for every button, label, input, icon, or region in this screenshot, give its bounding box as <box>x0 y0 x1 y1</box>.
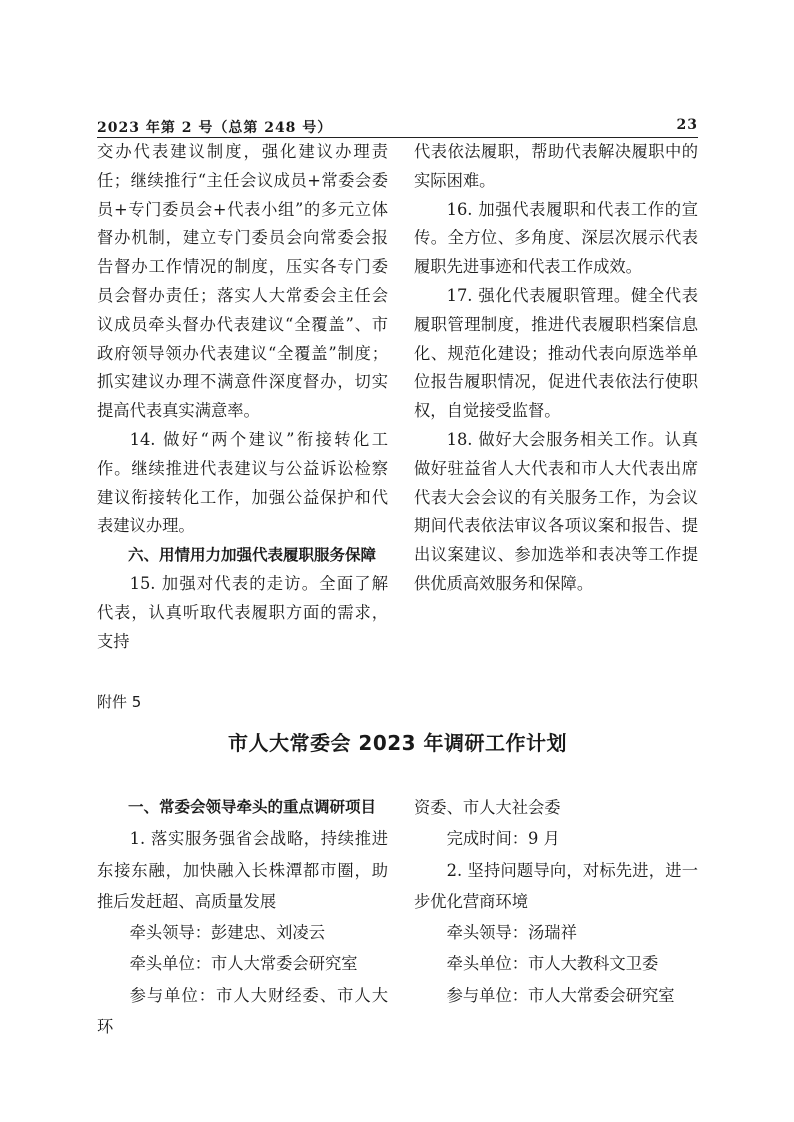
plan-item-2-unit: 牵头单位：市人大教科文卫委 <box>446 954 659 974</box>
plan-item-1: 1. 落实服务强省会战略，持续推进东接东融，加快融入长株潭都市圈，助推后发赶超、高质量发展 <box>97 829 388 911</box>
plan-item-1-participants: 参与单位：市人大财经委、市人大环 <box>97 985 388 1037</box>
paragraph-15: 15. 加强对代表的走访。全面了解代表，认真听取代表履职方面的需求，支持 <box>97 573 388 651</box>
plan-item-1-time: 完成时间：9 月 <box>446 829 560 849</box>
plan-heading-1: 一、常委会领导牵头的重点调研项目 <box>128 798 377 816</box>
paragraph-18: 18. 做好大会服务相关工作。认真做好驻益省人大代表和市人大代表出席代表大会会议的有关服务工作，为会议期间代表依法审议各项议案和报告、提出议案建议、参加选举和表决等工作提供优质高效服务和保障。 <box>414 429 698 593</box>
bottom-right-column <box>414 792 698 1011</box>
paragraph-13-continued: 交办代表建议制度，强化建议办理责任；继续推行“主任会议成员+常委会委员+专门委员会+代表小组”的多元立体督办机制，建立专门委员会向常委会报告督办工作情况的制度，压实各专门委员会督办责任；落实人大常委会主任会议成员牵头督办代表建议“全覆盖”、市政府领导领办代表建议“全覆盖”制度；抓实建议办理不满意件深度督办，切实提高代表真实满意率。 <box>97 142 388 421</box>
section-heading-6: 六、用情用力加强代表履职服务保障 <box>128 546 377 565</box>
page-number: 23 <box>676 117 698 133</box>
plan-item-1-participants-continued: 资委、市人大社会委 <box>414 798 561 817</box>
plan-item-2: 2. 坚持问题导向，对标先进，进一步优化营商环境 <box>414 860 698 911</box>
paragraph-16: 16. 加强代表履职和代表工作的宣传。全方位、多角度、深层次展示代表履职先进事迹和代表工作成效。 <box>414 199 698 277</box>
plan-item-2-lead: 牵头领导：汤瑞祥 <box>446 923 577 943</box>
running-header <box>97 115 698 138</box>
paragraph-17: 17. 强化代表履职管理。健全代表履职管理制度，推进代表履职档案信息化、规范化建设；推动代表向原选举单位报告履职情况，促进代表依法行使职权，自觉接受监督。 <box>414 285 698 421</box>
plan-item-1-lead: 牵头领导：彭建忠、刘凌云 <box>129 923 325 943</box>
document-title: 市人大常委会 2023 年调研工作计划 <box>227 731 568 755</box>
plan-item-1-unit: 牵头单位：市人大常委会研究室 <box>129 954 358 974</box>
top-left-column <box>97 138 388 656</box>
plan-item-2-participants: 参与单位：市人大常委会研究室 <box>446 985 675 1005</box>
attachment-label: 附件 5 <box>97 693 142 711</box>
top-right-column <box>414 138 698 599</box>
paragraph-15-continued: 代表依法履职，帮助代表解决履职中的实际困难。 <box>414 142 698 190</box>
issue-info: 2023 年第 2 号（总第 248 号） <box>97 120 333 136</box>
paragraph-14: 14. 做好“两个建议”衔接转化工作。继续推进代表建议与公益诉讼检察建议衔接转化工作，加强公益保护和代表建议办理。 <box>97 429 388 536</box>
bottom-left-column <box>97 792 388 1042</box>
